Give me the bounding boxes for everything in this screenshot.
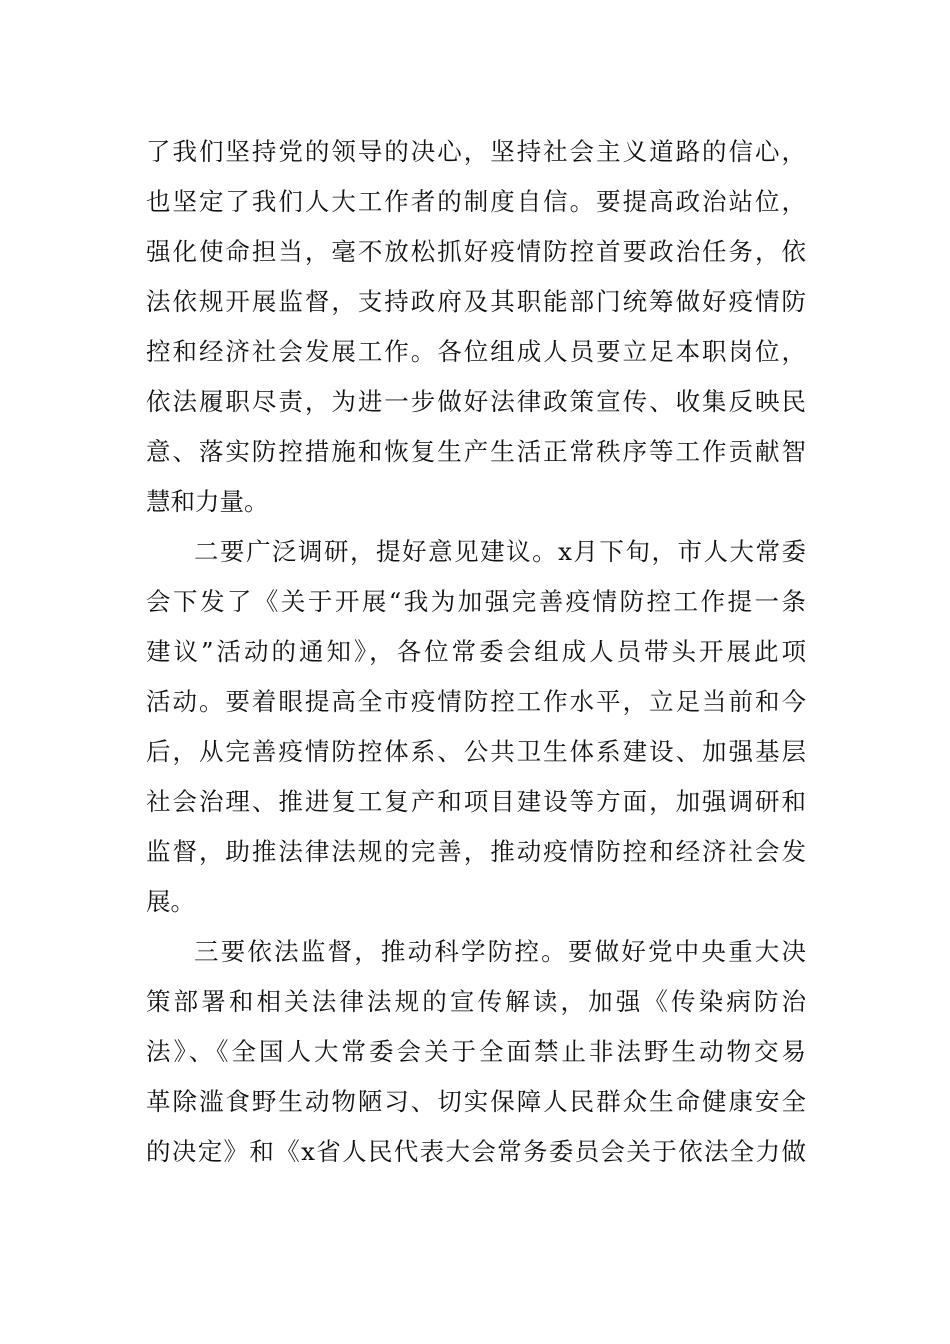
paragraph-start-line: 二要广泛调研，提好意见建议。x月下旬，市人大常委: [194, 537, 806, 566]
text-line: 活动。要着眼提高全市疫情防控工作水平，立足当前和今: [146, 687, 806, 716]
paragraph-start-line: 三要依法监督，推动科学防控。要做好党中央重大决: [194, 937, 806, 966]
text-line: 监督，助推法律法规的完善，推动疫情防控和经济社会发: [146, 837, 806, 866]
text-line: 会下发了《关于开展“我为加强完善疫情防控工作提一条: [146, 587, 806, 616]
text-line: 法》、《全国人大常委会关于全面禁止非法野生动物交易: [146, 1037, 806, 1066]
text-line: 展。: [146, 887, 195, 916]
text-line: 控和经济社会发展工作。各位组成人员要立足本职岗位，: [146, 337, 806, 366]
text-line: 革除滥食野生动物陋习、切实保障人民群众生命健康安全: [146, 1087, 806, 1116]
text-line: 依法履职尽责，为进一步做好法律政策宣传、收集反映民: [146, 387, 806, 416]
text-line: 也坚定了我们人大工作者的制度自信。要提高政治站位，: [146, 187, 806, 216]
text-line: 社会治理、推进复工复产和项目建设等方面，加强调研和: [146, 787, 806, 816]
text-line: 慧和力量。: [146, 487, 269, 516]
text-line: 建议”活动的通知》，各位常委会组成人员带头开展此项: [146, 637, 806, 666]
text-line: 后，从完善疫情防控体系、公共卫生体系建设、加强基层: [146, 737, 806, 766]
text-line: 了我们坚持党的领导的决心，坚持社会主义道路的信心，: [146, 137, 806, 166]
text-line: 意、落实防控措施和恢复生产生活正常秩序等工作贡献智: [146, 437, 806, 466]
text-line: 法依规开展监督，支持政府及其职能部门统筹做好疫情防: [146, 287, 806, 316]
text-line: 的决定》和《x省人民代表大会常务委员会关于依法全力做: [146, 1137, 806, 1166]
text-line: 强化使命担当，毫不放松抓好疫情防控首要政治任务，依: [146, 237, 806, 266]
text-line: 策部署和相关法律法规的宣传解读，加强《传染病防治: [146, 987, 806, 1016]
